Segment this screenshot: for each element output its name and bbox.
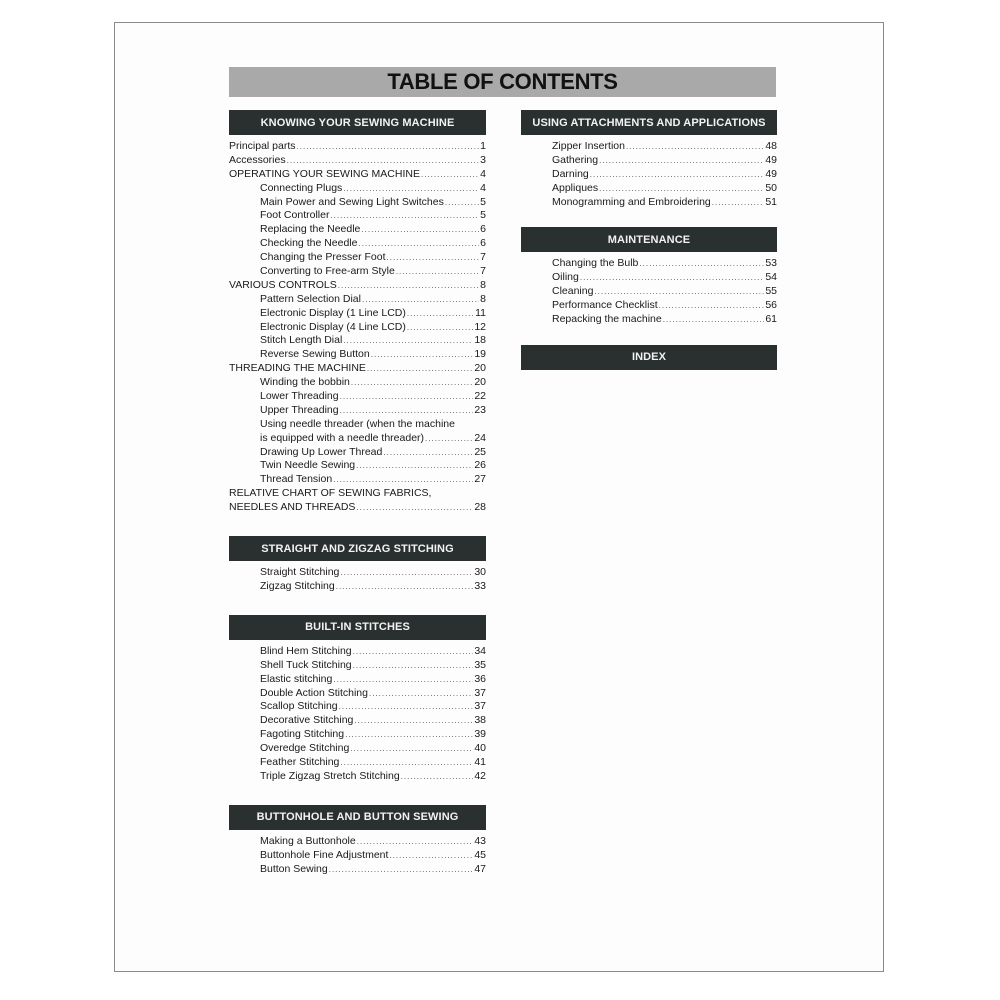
entry-page-number: 41 <box>474 755 486 768</box>
dot-leader <box>369 687 473 701</box>
toc-section-index <box>521 345 777 370</box>
toc-entry[interactable] <box>229 756 486 770</box>
entry-label: Triple Zigzag Stretch Stitching <box>260 769 400 782</box>
toc-entry[interactable] <box>229 182 486 196</box>
dot-leader <box>580 271 764 285</box>
entry-label: Buttonhole Fine Adjustment <box>260 848 389 861</box>
entry-label: Twin Needle Sewing <box>260 459 356 472</box>
entry-page-number: 20 <box>474 376 486 389</box>
entry-label: Feather Stitching <box>260 755 340 768</box>
toc-entry[interactable] <box>229 714 486 728</box>
dot-leader <box>367 362 473 376</box>
entry-label: Elastic stitching <box>260 672 333 685</box>
dot-leader <box>389 849 473 863</box>
dot-leader <box>333 473 473 487</box>
entry-label: Using needle threader (when the machine <box>260 417 455 430</box>
entry-page-number: 35 <box>474 658 486 671</box>
entry-label: Button Sewing <box>260 862 328 875</box>
entry-label: Upper Threading <box>260 403 339 416</box>
toc-entry[interactable] <box>229 348 486 362</box>
entry-label: Winding the bobbin <box>260 376 350 389</box>
section-gap <box>229 515 486 536</box>
entry-label: Replacing the Needle <box>260 223 361 236</box>
dot-leader <box>329 863 474 877</box>
dot-leader <box>354 714 473 728</box>
entry-page-number: 1 <box>480 140 486 152</box>
entry-label: Overedge Stitching <box>260 742 350 755</box>
entry-label: Blind Hem Stitching <box>260 644 352 657</box>
dot-leader <box>407 307 474 321</box>
toc-entry[interactable] <box>229 742 486 756</box>
dot-leader <box>445 196 479 210</box>
entry-page-number: 11 <box>475 306 486 319</box>
toc-section-buttonhole-and-button-sewing <box>229 805 486 877</box>
entry-page-number: 50 <box>765 181 777 194</box>
toc-section-using-attachments-and-applications <box>521 110 777 209</box>
dot-leader <box>594 285 764 299</box>
entry-page-number: 49 <box>765 153 777 166</box>
entry-page-number: 26 <box>474 459 486 472</box>
entry-page-number: 61 <box>765 313 777 326</box>
toc-entry[interactable] <box>229 459 486 473</box>
section-gap <box>229 784 486 805</box>
dot-leader <box>333 673 473 687</box>
entry-page-number: 43 <box>474 834 486 847</box>
entry-page-number: 7 <box>480 251 486 264</box>
entry-list <box>229 835 486 877</box>
toc-entry[interactable] <box>229 376 486 390</box>
toc-entry[interactable] <box>521 299 777 313</box>
dot-leader <box>287 154 480 168</box>
dot-leader <box>339 700 474 714</box>
dot-leader <box>425 432 473 446</box>
toc-entry[interactable] <box>229 659 486 673</box>
toc-right-column <box>521 110 777 370</box>
entry-label: Monogramming and Embroidering <box>552 195 711 208</box>
toc-entry[interactable] <box>229 673 486 687</box>
dot-leader <box>361 223 479 237</box>
entry-label: Oiling <box>552 271 579 284</box>
entry-label: Main Power and Sewing Light Switches <box>260 195 444 208</box>
entry-label: Repacking the machine <box>552 313 662 326</box>
entry-page-number: 20 <box>474 362 486 375</box>
entry-label: Connecting Plugs <box>260 181 343 194</box>
entry-page-number: 28 <box>474 501 486 514</box>
dot-leader <box>345 728 473 742</box>
entry-label: THREADING THE MACHINE <box>229 362 366 375</box>
entry-label: Foot Controller <box>260 209 330 222</box>
toc-entry[interactable] <box>229 728 486 742</box>
entry-label: Principal parts <box>229 140 296 152</box>
entry-page-number: 19 <box>474 348 486 361</box>
toc-entry[interactable] <box>229 307 486 321</box>
toc-entry[interactable] <box>229 446 486 460</box>
entry-page-number: 47 <box>474 862 486 875</box>
dot-leader <box>358 237 479 251</box>
dot-leader <box>343 182 479 196</box>
entry-page-number: 3 <box>480 153 486 166</box>
entry-label: OPERATING YOUR SEWING MACHINE <box>229 167 420 180</box>
toc-entry[interactable] <box>229 566 486 580</box>
toc-entry[interactable] <box>229 168 486 182</box>
toc-entry[interactable] <box>229 293 486 307</box>
entry-page-number: 53 <box>765 257 777 270</box>
entry-label: Zigzag Stitching <box>260 579 335 592</box>
dot-leader <box>371 348 474 362</box>
toc-entry[interactable] <box>229 687 486 701</box>
entry-label: Zipper Insertion <box>552 140 625 152</box>
entry-label: Lower Threading <box>260 390 339 403</box>
section-heading: USING ATTACHMENTS AND APPLICATIONS <box>521 110 777 135</box>
dot-leader <box>712 196 765 210</box>
entry-label: RELATIVE CHART OF SEWING FABRICS, <box>229 487 432 500</box>
entry-label: Pattern Selection Dial <box>260 292 361 305</box>
dot-leader <box>351 376 473 390</box>
toc-entry[interactable] <box>229 404 486 418</box>
dot-leader <box>357 835 474 849</box>
entry-list <box>229 645 486 784</box>
entry-label: Electronic Display (1 Line LCD) <box>260 306 406 319</box>
dot-leader <box>590 168 765 182</box>
toc-entry[interactable] <box>229 209 486 223</box>
entry-page-number: 54 <box>765 271 777 284</box>
entry-page-number: 42 <box>474 769 486 782</box>
entry-page-number: 36 <box>474 672 486 685</box>
toc-entry[interactable] <box>229 835 486 849</box>
entry-label: Making a Buttonhole <box>260 834 356 847</box>
entry-label: Shell Tuck Stitching <box>260 658 352 671</box>
entry-label: Appliques <box>552 181 599 194</box>
dot-leader <box>407 321 473 335</box>
entry-page-number: 7 <box>480 265 486 278</box>
dot-leader <box>353 645 474 659</box>
toc-entry[interactable] <box>229 362 486 376</box>
entry-page-number: 40 <box>474 742 486 755</box>
entry-page-number: 12 <box>474 320 486 333</box>
entry-page-number: 6 <box>480 223 486 236</box>
section-gap <box>521 327 777 345</box>
entry-list <box>229 140 486 515</box>
entry-page-number: 23 <box>474 403 486 416</box>
toc-entry[interactable] <box>229 196 486 210</box>
section-gap <box>521 209 777 227</box>
entry-page-number: 18 <box>474 334 486 347</box>
toc-section-knowing-your-sewing-machine <box>229 110 486 515</box>
entry-label: Accessories <box>229 153 286 166</box>
dot-leader <box>659 299 765 313</box>
entry-page-number: 33 <box>474 579 486 592</box>
dot-leader <box>340 566 473 580</box>
toc-entry[interactable] <box>229 501 486 515</box>
toc-section-maintenance <box>521 227 777 326</box>
entry-label: VARIOUS CONTROLS <box>229 278 337 291</box>
dot-leader <box>599 154 764 168</box>
toc-entry[interactable] <box>521 182 777 196</box>
entry-label: Reverse Sewing Button <box>260 348 370 361</box>
entry-page-number: 38 <box>474 714 486 727</box>
dot-leader <box>338 279 479 293</box>
entry-label: Checking the Needle <box>260 237 358 250</box>
entry-page-number: 37 <box>474 686 486 699</box>
toc-entry[interactable] <box>229 265 486 279</box>
dot-leader <box>336 580 474 594</box>
toc-entry[interactable] <box>521 257 777 271</box>
entry-label: is equipped with a needle threader) <box>260 431 425 444</box>
entry-page-number: 6 <box>480 237 486 250</box>
dot-leader <box>343 334 473 348</box>
entry-page-number: 30 <box>474 566 486 579</box>
entry-page-number: 27 <box>474 473 486 486</box>
dot-leader <box>340 404 474 418</box>
toc-entry[interactable] <box>229 645 486 659</box>
entry-page-number: 4 <box>480 167 486 180</box>
entry-page-number: 24 <box>474 431 486 444</box>
entry-label: Straight Stitching <box>260 566 340 579</box>
toc-entry[interactable] <box>521 313 777 327</box>
entry-label: Performance Checklist <box>552 299 658 312</box>
dot-leader <box>383 446 473 460</box>
dot-leader <box>639 257 764 271</box>
section-gap <box>229 594 486 615</box>
dot-leader <box>353 659 474 673</box>
entry-label: Changing the Bulb <box>552 257 639 270</box>
entry-label: Cleaning <box>552 285 594 298</box>
toc-entry[interactable] <box>521 196 777 210</box>
toc-entry[interactable] <box>521 271 777 285</box>
dot-leader <box>387 251 480 265</box>
entry-page-number: 39 <box>474 728 486 741</box>
entry-page-number: 49 <box>765 167 777 180</box>
toc-entry[interactable] <box>229 223 486 237</box>
section-heading: KNOWING YOUR SEWING MACHINE <box>229 110 486 135</box>
entry-page-number: 56 <box>765 299 777 312</box>
dot-leader <box>626 140 764 154</box>
entry-page-number: 8 <box>480 278 486 291</box>
entry-label: NEEDLES AND THREADS <box>229 501 356 514</box>
dot-leader <box>663 313 765 327</box>
toc-left-column <box>229 110 486 876</box>
toc-entry[interactable] <box>229 251 486 265</box>
entry-label: Scallop Stitching <box>260 700 338 713</box>
toc-entry[interactable] <box>229 487 486 501</box>
toc-entry[interactable] <box>229 700 486 714</box>
toc-entry[interactable] <box>229 580 486 594</box>
dot-leader <box>340 756 473 770</box>
dot-leader <box>396 265 479 279</box>
entry-list <box>521 140 777 209</box>
toc-entry[interactable] <box>521 285 777 299</box>
entry-list <box>521 257 777 326</box>
entry-label: Drawing Up Lower Thread <box>260 445 383 458</box>
entry-page-number: 4 <box>480 181 486 194</box>
entry-label: Electronic Display (4 Line LCD) <box>260 320 406 333</box>
entry-page-number: 48 <box>765 140 777 152</box>
entry-label: Darning <box>552 167 589 180</box>
entry-label: Decorative Stitching <box>260 714 354 727</box>
entry-page-number: 55 <box>765 285 777 298</box>
section-heading: MAINTENANCE <box>521 227 777 252</box>
toc-entry[interactable] <box>229 334 486 348</box>
section-heading: BUTTONHOLE AND BUTTON SEWING <box>229 805 486 830</box>
toc-section-built-in-stitches <box>229 615 486 784</box>
dot-leader <box>356 459 473 473</box>
toc-section-straight-and-zigzag-stitching <box>229 536 486 594</box>
entry-page-number: 45 <box>474 848 486 861</box>
entry-page-number: 5 <box>480 209 486 222</box>
entry-label: Converting to Free-arm Style <box>260 265 395 278</box>
toc-entry[interactable] <box>229 473 486 487</box>
entry-label: Thread Tension <box>260 473 333 486</box>
toc-entry[interactable] <box>229 770 486 784</box>
entry-label: Double Action Stitching <box>260 686 368 699</box>
toc-entry[interactable] <box>229 237 486 251</box>
toc-title-banner <box>229 67 776 97</box>
entry-page-number: 51 <box>765 195 777 208</box>
entry-label: Stitch Length Dial <box>260 334 343 347</box>
toc-entry[interactable] <box>229 154 486 168</box>
toc-entry[interactable] <box>229 279 486 293</box>
entry-page-number: 34 <box>474 644 486 657</box>
section-heading: STRAIGHT AND ZIGZAG STITCHING <box>229 536 486 561</box>
toc-entry[interactable] <box>521 154 777 168</box>
dot-leader <box>421 168 479 182</box>
toc-entry[interactable] <box>229 321 486 335</box>
entry-list <box>229 566 486 594</box>
toc-title: TABLE OF CONTENTS <box>387 69 618 94</box>
dot-leader <box>330 209 479 223</box>
dot-leader <box>401 770 474 784</box>
dot-leader <box>340 390 474 404</box>
toc-entry[interactable] <box>229 863 486 877</box>
entry-page-number: 5 <box>480 195 486 208</box>
section-heading: INDEX <box>521 345 777 370</box>
dot-leader <box>297 140 480 154</box>
toc-entry[interactable] <box>229 418 486 432</box>
entry-page-number: 8 <box>480 292 486 305</box>
toc-entry[interactable] <box>521 168 777 182</box>
entry-page-number: 25 <box>474 445 486 458</box>
toc-entry[interactable] <box>229 849 486 863</box>
section-heading: BUILT-IN STITCHES <box>229 615 486 640</box>
toc-entry[interactable] <box>229 432 486 446</box>
toc-entry[interactable] <box>229 390 486 404</box>
entry-page-number: 37 <box>474 700 486 713</box>
entry-page-number: 22 <box>474 390 486 403</box>
entry-label: Fagoting Stitching <box>260 728 345 741</box>
toc-entry[interactable] <box>521 140 777 154</box>
dot-leader <box>599 182 764 196</box>
toc-entry[interactable] <box>229 140 486 154</box>
entry-label: Gathering <box>552 153 599 166</box>
dot-leader <box>356 501 473 515</box>
dot-leader <box>362 293 479 307</box>
dot-leader <box>350 742 473 756</box>
entry-label: Changing the Presser Foot <box>260 251 386 264</box>
